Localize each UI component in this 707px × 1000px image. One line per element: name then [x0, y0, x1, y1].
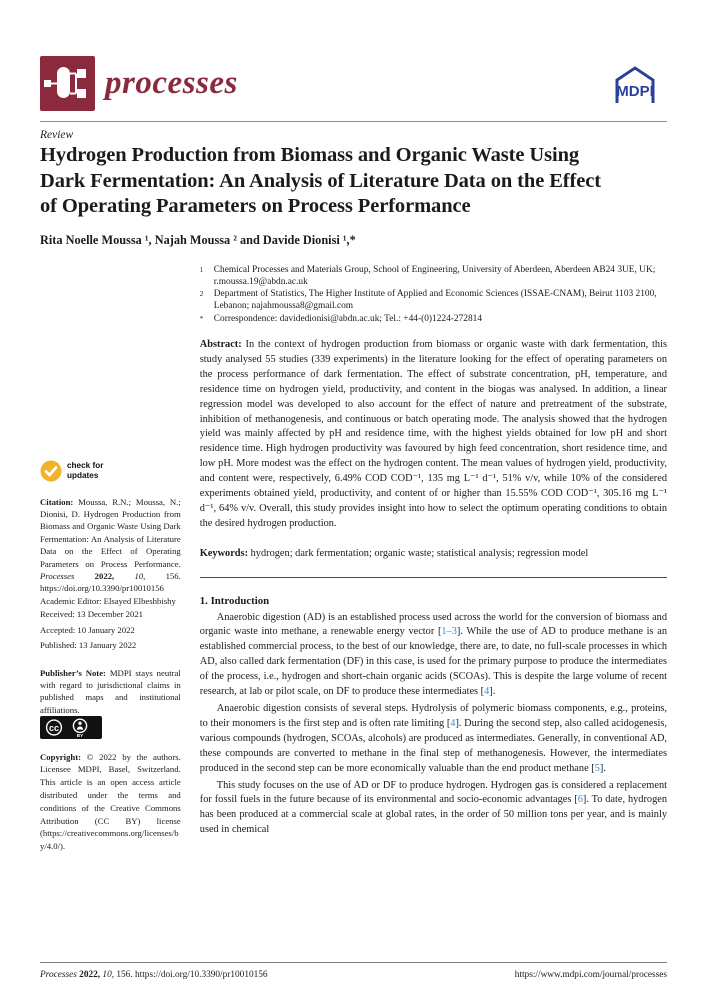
copyright-block [40, 751, 181, 853]
citation-journal: Processes [40, 570, 75, 581]
article-type-label: Review [40, 129, 74, 141]
copyright-text: © 2022 by the authors. Licensee MDPI, Basel, Switzerland. This article is an open access article distributed under the terms and conditions of the Creative Commons Attribution (CC BY) license (https://creativecommons.org/licenses/by/4.0/). [40, 751, 181, 852]
section-heading-introduction: 1. Introduction [199, 594, 270, 607]
citation-ref[interactable]: 6 [577, 794, 583, 806]
keywords-divider [200, 577, 667, 578]
mdpi-logo-text: MDPI [616, 82, 654, 100]
intro-paragraph-3: This study focuses on the use of AD or DF to produce hydrogen. Hydrogen gas is considered a replacement for fossil fuels in the future because of its environmental and socio-economic advantages [6]. To date, hydrogen has been produced at a commercial scale at global rates, in the order of 50 million tons per year, and is mainly used in chemical [199, 779, 668, 836]
citation-year: 2022, [94, 570, 115, 581]
check-for-updates-label [67, 461, 103, 480]
published-date: Published: 13 January 2022 [40, 640, 137, 651]
badge-line-1: check for [67, 461, 104, 470]
abstract-text: In the context of hydrogen production from biomass or organic waste with dark fermentation, this study analysed 55 studies (339 experiments) in the literature looking for the effect of operating parameters on the process performance of dark fermentation. The effect of substrate concentration, pH, temperature, and residence time on hydrogen yield, productivity, and content in the biogas was analysed. In addition, a linear regression model was developed to also account for the effect of nature and pretreatment of the substrate, inhibition of methanogenesis, and continuous or batch operating mode. The analysis showed that the hydrogen yield was mainly affected by pH and residence time, with the highest yields obtained for low pH and short residence time. High hydrogen productivity was favoured by high feed concentration, short residence time, and low pH. More modest was the effect on the hydrogen content. The mean values of hydrogen yield, productivity, and content were, respectively, 6.49% COD COD⁻¹, 135 mg L⁻¹ d⁻¹, 51% v/v, while 10% of the considered experiments obtained yield, productivity, and content of or higher than 15.55% COD COD⁻¹, 305.16 mg L⁻¹ d⁻¹, 64% v/v. Overall, this study provides insight into how to select the optimum operating conditions to obtain the desired hydrogen production. [199, 338, 667, 529]
processes-logo [40, 56, 238, 111]
citation-ref[interactable]: 1–3 [441, 626, 457, 638]
page-footer [40, 962, 667, 980]
keywords-label: Keywords: [199, 547, 249, 559]
citation-label: Citation: [40, 496, 74, 507]
footer-journal: Processes [40, 970, 77, 980]
affiliation-row [200, 288, 667, 313]
main-column [200, 264, 667, 854]
citation-volume: 10, [134, 570, 146, 581]
correspondence-text: Correspondence: davidedionisi@abdn.ac.uk; Tel.: +44-(0)1224-272814 [213, 313, 483, 324]
processes-logo-icon [40, 56, 95, 111]
cc-text: cc [48, 723, 60, 734]
title-block [40, 129, 667, 248]
checkmark-icon [40, 460, 62, 482]
citation-pages: 156. [165, 570, 181, 581]
footer-year: 2022, [79, 970, 101, 980]
affiliation-text: Chemical Processes and Materials Group, School of Engineering, University of Aberdeen, Aberdeen AB24 3UE, UK; r.moussa.19@abdn.ac.uk [213, 264, 656, 287]
abstract-label: Abstract: [199, 338, 242, 350]
title-line-1: Hydrogen Production from Biomass and Organic Waste Using [40, 144, 580, 166]
affiliation-row [200, 313, 667, 326]
footer-pages: 156. [116, 970, 133, 980]
intro-paragraph-2: Anaerobic digestion consists of several steps. Hydrolysis of polymeric biomass components, e.g., proteins, to their monomers is the first step and is often rate limiting [4]. During the second step, also called acidogenesis, various compounds (hydrogen, SCOAs, alcohols) are produced as intermediates. Generally, in conventional AD, these compounds are converted to methane in the final step of methanogenesis. However, the intermediates produced in the second step can be more economically valuable than the end product methane [5]. [199, 703, 667, 774]
received-date: Received: 13 December 2021 [40, 609, 144, 620]
abstract [200, 338, 667, 532]
authors-line: Rita Noelle Moussa ¹, Najah Moussa ² and Davide Dionisi ¹,* [40, 232, 356, 247]
footer-journal-url[interactable]: https://www.mdpi.com/journal/processes [514, 970, 667, 980]
affiliation-marker: * [199, 315, 204, 323]
citation-ref[interactable]: 4 [450, 717, 456, 729]
footer-citation [40, 970, 268, 980]
mdpi-logo[interactable] [601, 57, 667, 111]
citation-doi-link[interactable]: https://doi.org/10.3390/pr10010156 [40, 583, 164, 594]
badge-line-2: updates [67, 470, 99, 480]
affiliation-marker: 1 [199, 266, 204, 274]
publishers-note-text: MDPI stays neutral with regard to jurisdictional claims in published maps and institutional affiliations. [40, 667, 181, 715]
footer-volume: 10, [102, 970, 115, 980]
publishers-note [40, 667, 181, 717]
cc-by-icon [40, 716, 102, 739]
affiliations [200, 264, 667, 326]
left-sidebar [40, 264, 181, 854]
citation-body: Moussa, R.N.; Moussa, N.; Dionisi, D. Hydrogen Production from Biomass and Organic Waste Using Dark Fermentation: An Analysis of Literature Data on the Effect of Operating Parameters on Process Performance. [40, 496, 181, 569]
footer-doi-link[interactable]: https://doi.org/10.3390/pr10010156 [134, 970, 268, 980]
content-columns [40, 264, 667, 854]
affiliation-row [200, 264, 667, 289]
title-line-2: Dark Fermentation: An Analysis of Literature Data on the Effect [40, 169, 601, 192]
check-for-updates-badge[interactable] [40, 460, 181, 482]
copyright-label: Copyright: [40, 751, 82, 762]
citation-block [40, 496, 181, 595]
by-text: BY [76, 733, 84, 739]
citation-ref[interactable]: 5 [594, 762, 600, 774]
keywords-text: hydrogen; dark fermentation; organic waste; statistical analysis; regression model [250, 547, 589, 559]
accepted-date: Accepted: 10 January 2022 [40, 624, 135, 635]
affiliation-marker: 2 [199, 291, 204, 299]
page-title [40, 143, 667, 220]
intro-paragraph-1: Anaerobic digestion (AD) is an established process used across the world for the conversion of biomass and organic waste into methane, a renewable energy vector [1–3]. While the use of AD to produce methane is an established commercial process, to the best of our knowledge, there are, to date, no full-scale processes in which AD, also called dark fermentation (DF) in this case, is used for the primary purpose to produce the intermediates of the process, i.e., hydrogen and short-chain organic acids (SCOAs). This is despite the large volume of recent research, at lab or pilot scale, on DF to produce these intermediates [4]. [199, 611, 667, 698]
citation-ref[interactable]: 4 [484, 686, 490, 698]
cc-by-license-badge[interactable] [40, 716, 181, 742]
keywords [200, 547, 667, 562]
history-dates [40, 607, 181, 654]
journal-name: processes [105, 65, 238, 101]
affiliation-text: Department of Statistics, The Higher Institute of Applied and Economic Sciences (ISSAE-CNAM), Beirut 1103 2100, Lebanon; najahmoussa8@gmail.com [213, 289, 657, 312]
publishers-note-label: Publisher’s Note: [40, 667, 106, 678]
academic-editor: Academic Editor: Elsayed Elbeshbishy [40, 595, 176, 606]
title-line-3: of Operating Parameters on Process Performance [40, 195, 471, 217]
journal-header [40, 56, 667, 122]
